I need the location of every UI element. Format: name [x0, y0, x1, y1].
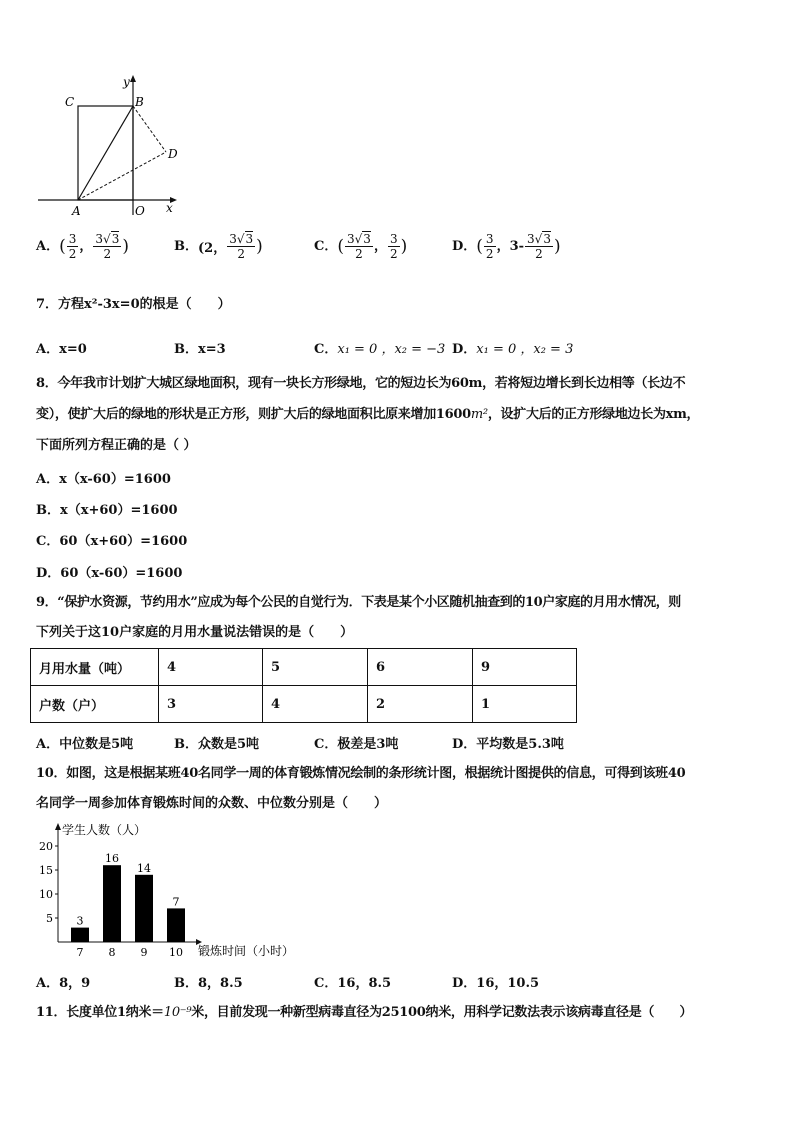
table-cell: 户数（户）: [31, 686, 159, 723]
q10-stem-line2: 名同学一周参加体育锻炼时间的众数、中位数分别是（ ）: [36, 796, 388, 811]
q6-option-b[interactable]: B．(2， $\frac{3√3}{2}$ ): [174, 232, 263, 261]
chart-y-tick-label: 10: [39, 888, 53, 901]
q7-d-letter: D．: [452, 342, 477, 357]
q6-option-c[interactable]: C．( $\frac{3√3}{2}$ ， $\frac{3}{2}$ ): [314, 232, 408, 261]
q6-b-letter: B．: [174, 239, 198, 254]
q7-stem: 7．方程x²-3x=0的根是（ ）: [36, 297, 231, 312]
q10-option-d[interactable]: D．16，10.5: [452, 976, 540, 991]
q9-option-a[interactable]: A．中位数是5吨: [36, 737, 134, 752]
q6-d-frac2: $\frac{3√3}{2}$: [527, 232, 551, 261]
chart-bar: [167, 908, 185, 942]
chart-x-tick-label: 9: [140, 946, 148, 959]
q6-option-a[interactable]: A．( $\frac{3}{2}$ ， $\frac{3√3}{2}$ ): [36, 232, 129, 261]
water-usage-table: [30, 648, 577, 723]
q9-stem-line2: 下列关于这10户家庭的月用水量说法错误的是（ ）: [36, 625, 354, 640]
label-a: A: [72, 204, 81, 218]
q7-c-letter: C．: [314, 342, 338, 357]
chart-ylabel: 学生人数（人）: [62, 823, 147, 837]
q7-option-a[interactable]: A．x=0: [36, 342, 87, 357]
label-b: B: [135, 95, 144, 109]
q6-a-frac1: $\frac{3}{2}$: [68, 232, 77, 261]
q6-d-letter: D．: [452, 239, 477, 254]
q11-exponent: 10⁻⁹: [163, 1005, 192, 1020]
table-cell: 9: [473, 649, 577, 686]
q6-a-letter: A．: [36, 239, 60, 254]
table-row: [31, 686, 577, 723]
chart-y-axis-arrow: [55, 823, 61, 830]
q8-stem-line3: 下面所列方程正确的是（ ）: [36, 438, 197, 453]
label-c: C: [65, 95, 75, 109]
chart-bar: [103, 865, 121, 942]
q8-stem-line2: 变），使扩大后的绿地的形状是正方形，则扩大后的绿地面积比原来增加1600m²，设扩大后的正方形绿地边长为xm，: [36, 407, 700, 422]
q6-b-frac: $\frac{3√3}{2}$: [229, 232, 254, 261]
q6-a-frac2: $\frac{3√3}{2}$: [95, 232, 120, 261]
y-axis-arrow: [130, 75, 136, 82]
label-o: O: [135, 204, 145, 218]
segment-ad: [78, 152, 166, 200]
chart-x-tick-label: 10: [169, 946, 183, 959]
chart-data-label: 7: [172, 895, 180, 909]
q8-option-d[interactable]: D．60（x-60）=1600: [36, 566, 183, 581]
table-cell: 6: [368, 649, 473, 686]
q6-c-frac1: $\frac{3√3}{2}$: [347, 232, 371, 261]
q8-stem-line1: 8．今年我市计划扩大城区绿地面积，现有一块长方形绿地，它的短边长为60m，若将短边增长到长边相等（长边不: [36, 376, 686, 391]
label-x: x: [166, 201, 173, 215]
chart-x-tick-label: 7: [76, 946, 84, 959]
q9-option-b[interactable]: B．众数是5吨: [174, 737, 260, 752]
bar-chart: [28, 818, 318, 963]
segment-bd: [133, 106, 166, 152]
table-cell: 3: [159, 686, 263, 723]
table-row: [31, 649, 577, 686]
table-cell: 5: [263, 649, 368, 686]
q8-option-c[interactable]: C．60（x+60）=1600: [36, 534, 188, 549]
geometry-figure: [30, 70, 190, 220]
chart-x-tick-label: 8: [108, 946, 116, 959]
table-cell: 1: [473, 686, 577, 723]
segment-ab: [78, 106, 133, 200]
q10-stem-line1: 10．如图，这是根据某班40名同学一周的体育锻炼情况绘制的条形统计图，根据统计图提供的信息，可得到该班40: [36, 766, 686, 781]
q7-option-c[interactable]: [314, 338, 445, 357]
chart-xlabel: 锻炼时间（小时）: [198, 944, 295, 958]
q6-d-frac1: $\frac{3}{2}$: [485, 232, 494, 261]
q6-c-letter: C．: [314, 239, 338, 254]
q11-stem: 11．长度单位1纳米＝10⁻⁹米，目前发现一种新型病毒直径为25100纳米，用科学记数法表示该病毒直径是（ ）: [36, 1005, 693, 1020]
chart-y-tick-label: 5: [46, 912, 53, 925]
q7-d-math: x₁ = 0 ，x₂ = 3: [476, 342, 574, 357]
q6-c-frac2: $\frac{3}{2}$: [389, 232, 398, 261]
table-cell: 2: [368, 686, 473, 723]
chart-data-label: 14: [137, 861, 151, 875]
table-cell: 4: [159, 649, 263, 686]
q9-stem-line1: 9．“保护水资源，节约用水”应成为每个公民的自觉行为．下表是某个小区随机抽查到的10户家庭的月用水情况，则: [36, 595, 681, 610]
table-cell: 月用水量（吨）: [31, 649, 159, 686]
label-y: y: [123, 75, 130, 89]
table-cell: 4: [263, 686, 368, 723]
q10-option-a[interactable]: A．8，9: [36, 976, 91, 991]
q7-option-d[interactable]: [452, 338, 573, 357]
chart-y-tick-label: 15: [39, 864, 53, 877]
q8-unit: m²: [470, 407, 488, 422]
q10-option-c[interactable]: C．16，8.5: [314, 976, 392, 991]
chart-bar: [71, 928, 89, 942]
chart-y-tick-label: 20: [39, 840, 53, 853]
q8-option-a[interactable]: A．x（x-60）=1600: [36, 472, 171, 487]
chart-data-label: 3: [76, 914, 84, 928]
q7-c-math: x₁ = 0 ，x₂ = −3: [337, 342, 446, 357]
q10-option-b[interactable]: B．8，8.5: [174, 976, 243, 991]
chart-data-label: 16: [105, 852, 119, 866]
q9-option-c[interactable]: C．极差是3吨: [314, 737, 399, 752]
q9-option-d[interactable]: D．平均数是5.3吨: [452, 737, 564, 752]
chart-bar: [135, 875, 153, 942]
q7-option-b[interactable]: B．x=3: [174, 342, 226, 357]
q6-option-d[interactable]: D．( $\frac{3}{2}$ ，3- $\frac{3√3}{2}$ ): [452, 232, 561, 261]
q8-option-b[interactable]: B．x（x+60）=1600: [36, 503, 178, 518]
label-d: D: [168, 147, 178, 161]
